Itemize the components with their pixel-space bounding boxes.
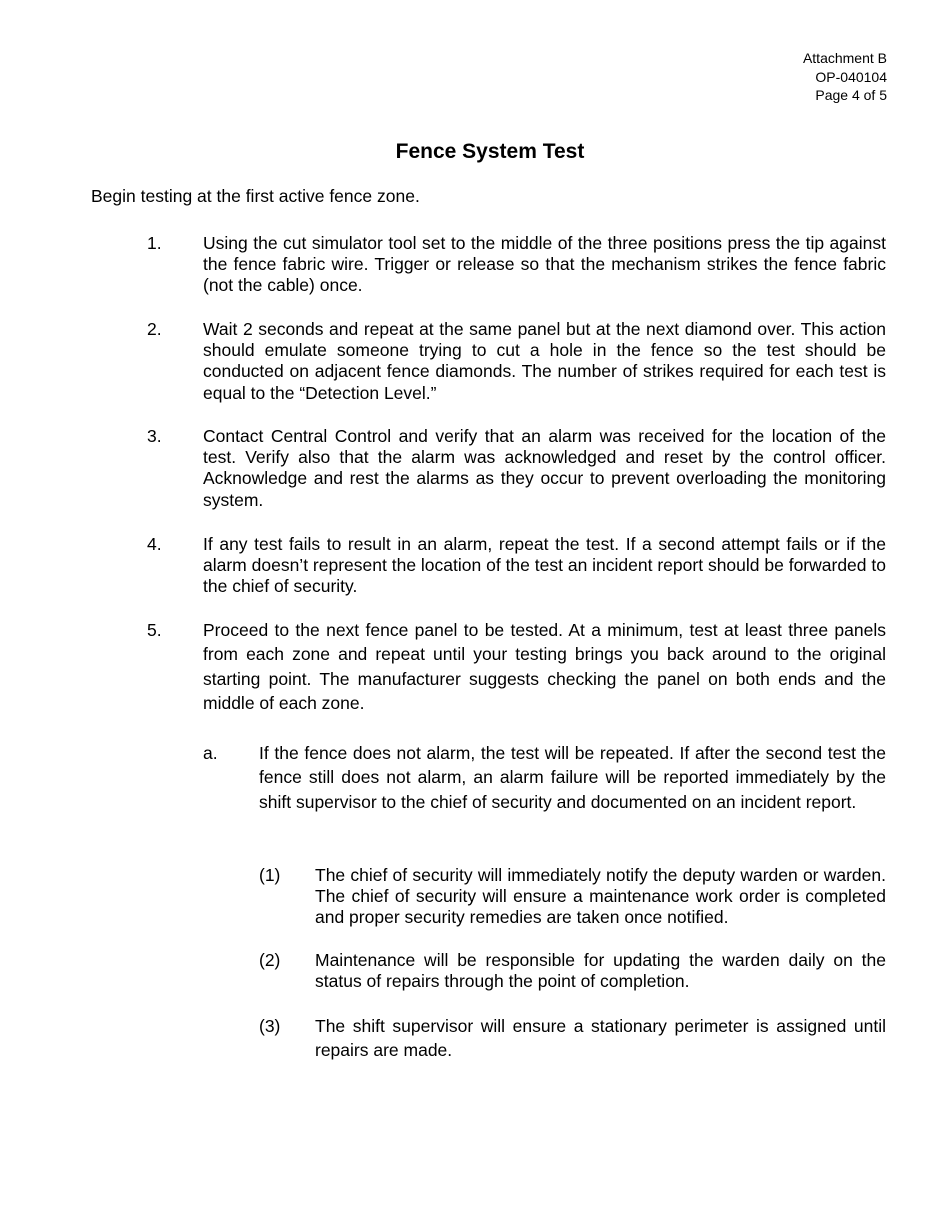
subsubstep-number: (2) xyxy=(259,950,281,970)
intro-paragraph: Begin testing at the first active fence zone. xyxy=(91,186,420,206)
step-text: Proceed to the next fence panel to be tested. At a minimum, test at least three panels from each zone and repeat until your testing brings you back around to the original starting point. The manufacturer suggests checking the panel on both ends and the middle of each zone. xyxy=(203,620,886,714)
page-title: Fence System Test xyxy=(395,140,585,163)
step-text: Using the cut simulator tool set to the middle of the three positions press the tip against the fence fabric wire. Trigger or release so that the mechanism strikes the fence fabric (not the cable) once. xyxy=(203,233,886,296)
page-header xyxy=(803,49,887,105)
attachment-label: Attachment B xyxy=(802,50,887,66)
document-number: OP-040104 xyxy=(815,68,887,85)
subsubstep-text: The shift supervisor will ensure a stationary perimeter is assigned until repairs are made. xyxy=(315,1016,886,1061)
step-number: 2. xyxy=(147,319,162,339)
substep-letter: a. xyxy=(203,743,218,763)
step-number: 5. xyxy=(147,620,162,640)
subsubstep-text: The chief of security will immediately notify the deputy warden or warden. The chief of security will ensure a maintenance work order is completed and proper security remedies are taken once notified. xyxy=(315,865,886,928)
step-text: Wait 2 seconds and repeat at the same panel but at the next diamond over. This action should emulate someone trying to cut a hole in the fence so the test should be conducted on adjacent fence diamonds. The number of strikes required for each test is equal to the “Detection Level.” xyxy=(203,319,886,403)
subsubstep-number: (1) xyxy=(259,865,281,885)
step-number: 4. xyxy=(147,534,162,554)
step-text: If any test fails to result in an alarm, repeat the test. If a second attempt fails or if the alarm doesn’t represent the location of the test an incident report should be forwarded to the chief of security. xyxy=(203,534,886,597)
step-number: 3. xyxy=(147,426,162,446)
step-number: 1. xyxy=(147,233,162,253)
substep-text: If the fence does not alarm, the test will be repeated. If after the second test the fence still does not alarm, an alarm failure will be reported immediately by the shift supervisor to the chief of security and documented on an incident report. xyxy=(259,743,886,812)
page-number: Page 4 of 5 xyxy=(815,87,887,103)
subsubstep-text: Maintenance will be responsible for updating the warden daily on the status of repairs through the point of completion. xyxy=(315,950,886,992)
step-text: Contact Central Control and verify that an alarm was received for the location of the test. Verify also that the alarm was acknowledged and reset by the control officer. Acknowledge and rest the alarms as they occur to prevent overloading the monitoring system. xyxy=(203,426,886,510)
subsubstep-number: (3) xyxy=(259,1016,281,1036)
